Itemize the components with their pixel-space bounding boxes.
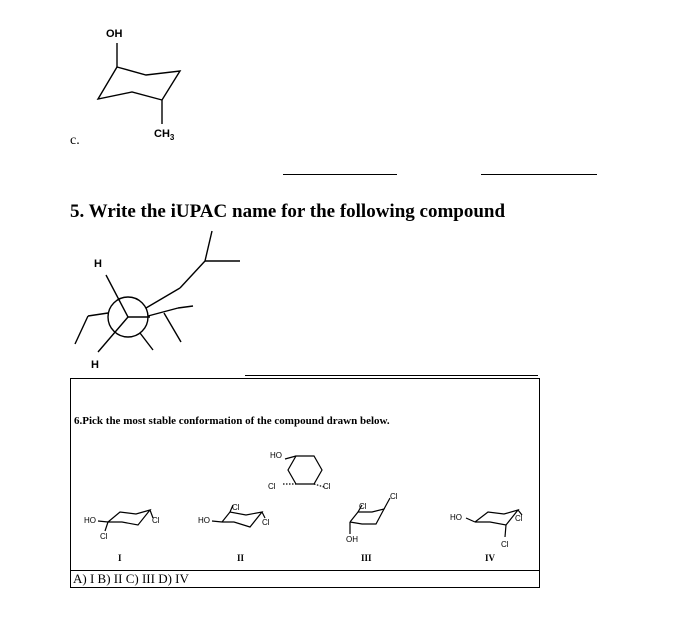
option-2-cl-a: Cl [232,503,240,512]
option-3-oh: OH [346,535,358,544]
option-2-ho: HO [198,516,210,525]
option-3-label[interactable]: III [361,553,372,563]
question-5-text: 5. Write the iUPAC name for the following compound [70,201,506,222]
option-2-cl-b: Cl [262,518,270,527]
option-3-cl-b: Cl [390,492,398,501]
oh-label: OH [106,28,123,40]
ref-ho-label: HO [270,451,282,460]
question-6-text: 6.Pick the most stable conformation of the compound drawn below. [74,415,390,427]
ref-cl-right-label: Cl [323,482,331,491]
option-4-ho: HO [450,513,462,522]
option-1-ho: HO [84,516,96,525]
option-4-cl-a: Cl [515,514,523,523]
option-2-label[interactable]: II [237,553,245,563]
part-c-label: c. [70,133,80,148]
ch3-label: $CH_3$ [154,128,175,143]
option-3-cl-a: Cl [359,502,367,511]
option-4-cl-b: Cl [501,540,509,549]
option-4-label[interactable]: IV [485,553,496,563]
option-1-label[interactable]: I [118,553,122,563]
ref-cl-left-label: Cl [268,482,276,491]
newman-h-top: H [94,258,102,270]
option-1-cl-a: Cl [100,532,108,541]
answer-choices[interactable]: A) I B) II C) III D) IV [73,571,189,586]
newman-h-bottom: H [91,359,99,371]
option-1-cl-b: Cl [152,516,160,525]
